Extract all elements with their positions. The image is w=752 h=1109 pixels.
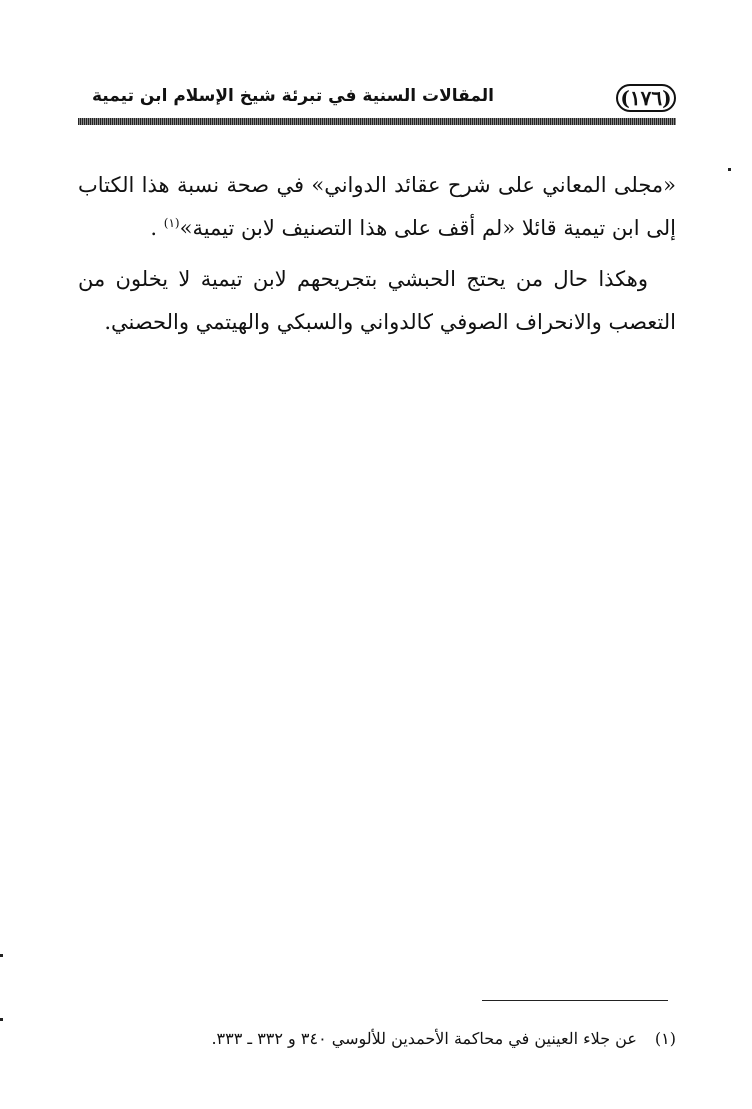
page-number: (١٧٦) [616,84,676,112]
paragraph-1 [78,164,676,250]
running-title: المقالات السنية في تبرئة شيخ الإسلام ابن تيمية [92,86,494,106]
header-rule [78,118,676,125]
paragraph-1-end: . [150,216,164,240]
scan-mark [728,168,731,171]
paragraph-2: وهكذا حال من يحتج الحبشي بتجريحهم لابن تيمية لا يخلون من التعصب والانحراف الصوفي كالدواني والسبكي والهيتمي والحصني. [78,267,676,334]
footnote-text: عن جلاء العينين في محاكمة الأحمدين للألوسي ٣٤٠ و ٣٣٢ ـ ٣٣٣. [211,1029,637,1048]
footnote-number: (١) [654,1029,676,1048]
page-header [78,80,676,120]
main-text [78,164,676,352]
paragraph-1-line-2: إلى ابن تيمية قائلا «لم أقف على هذا التصنيف لابن تيمية» [179,216,676,240]
scan-mark [0,954,3,957]
footnote-reference[interactable]: (١) [163,216,180,230]
footnote-1 [170,1026,676,1052]
scan-mark [0,1018,3,1021]
paragraph-1-line-1: «مجلى المعاني على شرح عقائد الدواني» في صحة نسبة هذا الكتاب [78,173,676,197]
footnote-separator [482,1000,668,1001]
